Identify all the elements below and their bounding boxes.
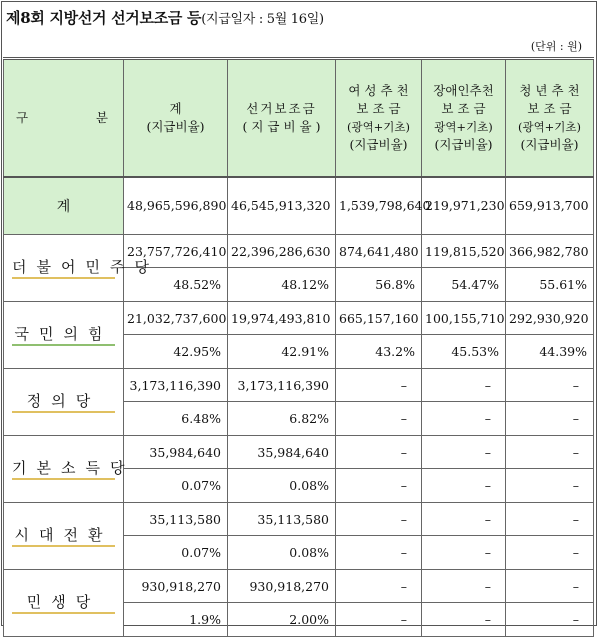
header-subsidy-line1: 선거보조금: [246, 100, 317, 116]
party-disabled-pct: –: [422, 603, 506, 637]
party-subsidy-pct: 0.08%: [228, 536, 336, 570]
header-subsidy-line2: ( 지 급 비 율 ): [242, 118, 321, 134]
party-name: 민생당: [12, 593, 115, 614]
party-subsidy-pct: 42.91%: [228, 335, 336, 369]
party-sum: 35,113,580: [124, 503, 228, 536]
header-youth-line3: (광역+기초): [517, 119, 582, 134]
header-youth-line1: 청 년 추 천: [519, 82, 580, 98]
party-youth-pct: –: [506, 536, 594, 570]
total-disabled: 219,971,230: [422, 177, 506, 235]
party-name-cell: [4, 570, 124, 637]
header-total: [124, 59, 228, 177]
header-youth-line4: (지급비율): [520, 136, 579, 152]
party-disabled: –: [422, 436, 506, 469]
total-subsidy: 46,545,913,320: [228, 177, 336, 235]
party-name: 국민의힘: [12, 325, 115, 346]
total-row: [4, 177, 594, 235]
header-total-line1: 계: [169, 100, 182, 116]
total-women: 1,539,798,640: [336, 177, 422, 235]
header-row: [4, 59, 594, 177]
party-disabled: –: [422, 369, 506, 402]
party-row-amount: [4, 570, 594, 603]
party-row-amount: [4, 436, 594, 469]
party-subsidy: 19,974,493,810: [228, 302, 336, 335]
party-disabled: 119,815,520: [422, 235, 506, 268]
party-women-pct: –: [336, 536, 422, 570]
total-sum: 48,965,596,890: [124, 177, 228, 235]
party-sum-pct: 0.07%: [124, 469, 228, 503]
party-name: 기본소득당: [12, 459, 115, 480]
total-label: 계: [4, 177, 124, 235]
party-sum: 3,173,116,390: [124, 369, 228, 402]
total-youth: 659,913,700: [506, 177, 594, 235]
header-women: [336, 59, 422, 177]
party-disabled-pct: 45.53%: [422, 335, 506, 369]
party-disabled-pct: –: [422, 536, 506, 570]
party-youth: 292,930,920: [506, 302, 594, 335]
header-gubun-right: 분: [95, 109, 108, 125]
unit-label: (단위 : 원): [530, 40, 582, 53]
party-name: 정의당: [12, 392, 115, 413]
party-sum: 930,918,270: [124, 570, 228, 603]
party-women: –: [336, 369, 422, 402]
party-name-cell: [4, 369, 124, 436]
party-disabled: –: [422, 570, 506, 603]
party-women-pct: 43.2%: [336, 335, 422, 369]
party-name-cell: [4, 503, 124, 570]
party-women: –: [336, 570, 422, 603]
party-row-amount: [4, 369, 594, 402]
party-women-pct: –: [336, 402, 422, 436]
party-disabled: –: [422, 503, 506, 536]
party-women: 665,157,160: [336, 302, 422, 335]
party-sum-pct: 42.95%: [124, 335, 228, 369]
header-women-line2: 보 조 금: [356, 100, 401, 116]
party-sum-pct: 48.52%: [124, 268, 228, 302]
party-name: 시대전환: [12, 526, 115, 547]
party-subsidy-pct: 2.00%: [228, 603, 336, 637]
party-sum: 23,757,726,410: [124, 235, 228, 268]
title-sub: (지급일자 : 5월 16일): [201, 12, 324, 27]
party-name: 더불어민주당: [12, 258, 115, 279]
header-disabled-line2: 보 조 금: [441, 100, 486, 116]
party-disabled-pct: 54.47%: [422, 268, 506, 302]
header-women-line3: (광역+기초): [346, 119, 411, 134]
party-sum: 21,032,737,600: [124, 302, 228, 335]
party-subsidy-pct: 48.12%: [228, 268, 336, 302]
party-subsidy: 35,984,640: [228, 436, 336, 469]
party-row-amount: [4, 235, 594, 268]
party-youth-pct: –: [506, 402, 594, 436]
header-disabled-line1: 장애인추천: [433, 82, 494, 98]
party-women-pct: –: [336, 469, 422, 503]
party-youth-pct: 44.39%: [506, 335, 594, 369]
party-youth: –: [506, 570, 594, 603]
party-youth-pct: 55.61%: [506, 268, 594, 302]
header-disabled-line4: (지급비율): [434, 136, 493, 152]
party-disabled-pct: –: [422, 469, 506, 503]
party-subsidy: 3,173,116,390: [228, 369, 336, 402]
party-sum-pct: 1.9%: [124, 603, 228, 637]
party-women: –: [336, 503, 422, 536]
party-row-amount: [4, 302, 594, 335]
party-youth-pct: –: [506, 469, 594, 503]
party-name-cell: [4, 235, 159, 302]
party-youth: –: [506, 503, 594, 536]
party-subsidy: 22,396,286,630: [228, 235, 336, 268]
header-gubun: [4, 59, 124, 177]
header-disabled: [422, 59, 506, 177]
party-women-pct: 56.8%: [336, 268, 422, 302]
party-subsidy-pct: 0.08%: [228, 469, 336, 503]
header-youth-line2: 보 조 금: [527, 100, 572, 116]
party-row-amount: [4, 503, 594, 536]
header-women-line1: 여 성 추 천: [348, 82, 409, 98]
party-subsidy-pct: 6.82%: [228, 402, 336, 436]
party-women: –: [336, 436, 422, 469]
party-disabled-pct: –: [422, 402, 506, 436]
party-youth: –: [506, 369, 594, 402]
page-title: [6, 7, 324, 28]
title-main: 제8회 지방선거 선거보조금 등: [6, 9, 202, 27]
party-sum: 35,984,640: [124, 436, 228, 469]
party-sum-pct: 6.48%: [124, 402, 228, 436]
party-sum-pct: 0.07%: [124, 536, 228, 570]
header-gubun-left: 구: [16, 109, 29, 125]
party-youth: –: [506, 436, 594, 469]
party-disabled: 100,155,710: [422, 302, 506, 335]
party-women: 874,641,480: [336, 235, 422, 268]
header-subsidy: [228, 59, 336, 177]
party-youth-pct: –: [506, 603, 594, 637]
header-women-line4: (지급비율): [349, 136, 408, 152]
header-youth: [506, 59, 594, 177]
party-women-pct: –: [336, 603, 422, 637]
party-subsidy: 930,918,270: [228, 570, 336, 603]
party-name-cell: [4, 302, 124, 369]
subsidy-table: [3, 57, 594, 637]
party-youth: 366,982,780: [506, 235, 594, 268]
header-disabled-line3: 광역+기초): [434, 119, 493, 134]
party-subsidy: 35,113,580: [228, 503, 336, 536]
header-total-line2: (지급비율): [146, 118, 205, 134]
party-name-cell: [4, 436, 135, 503]
